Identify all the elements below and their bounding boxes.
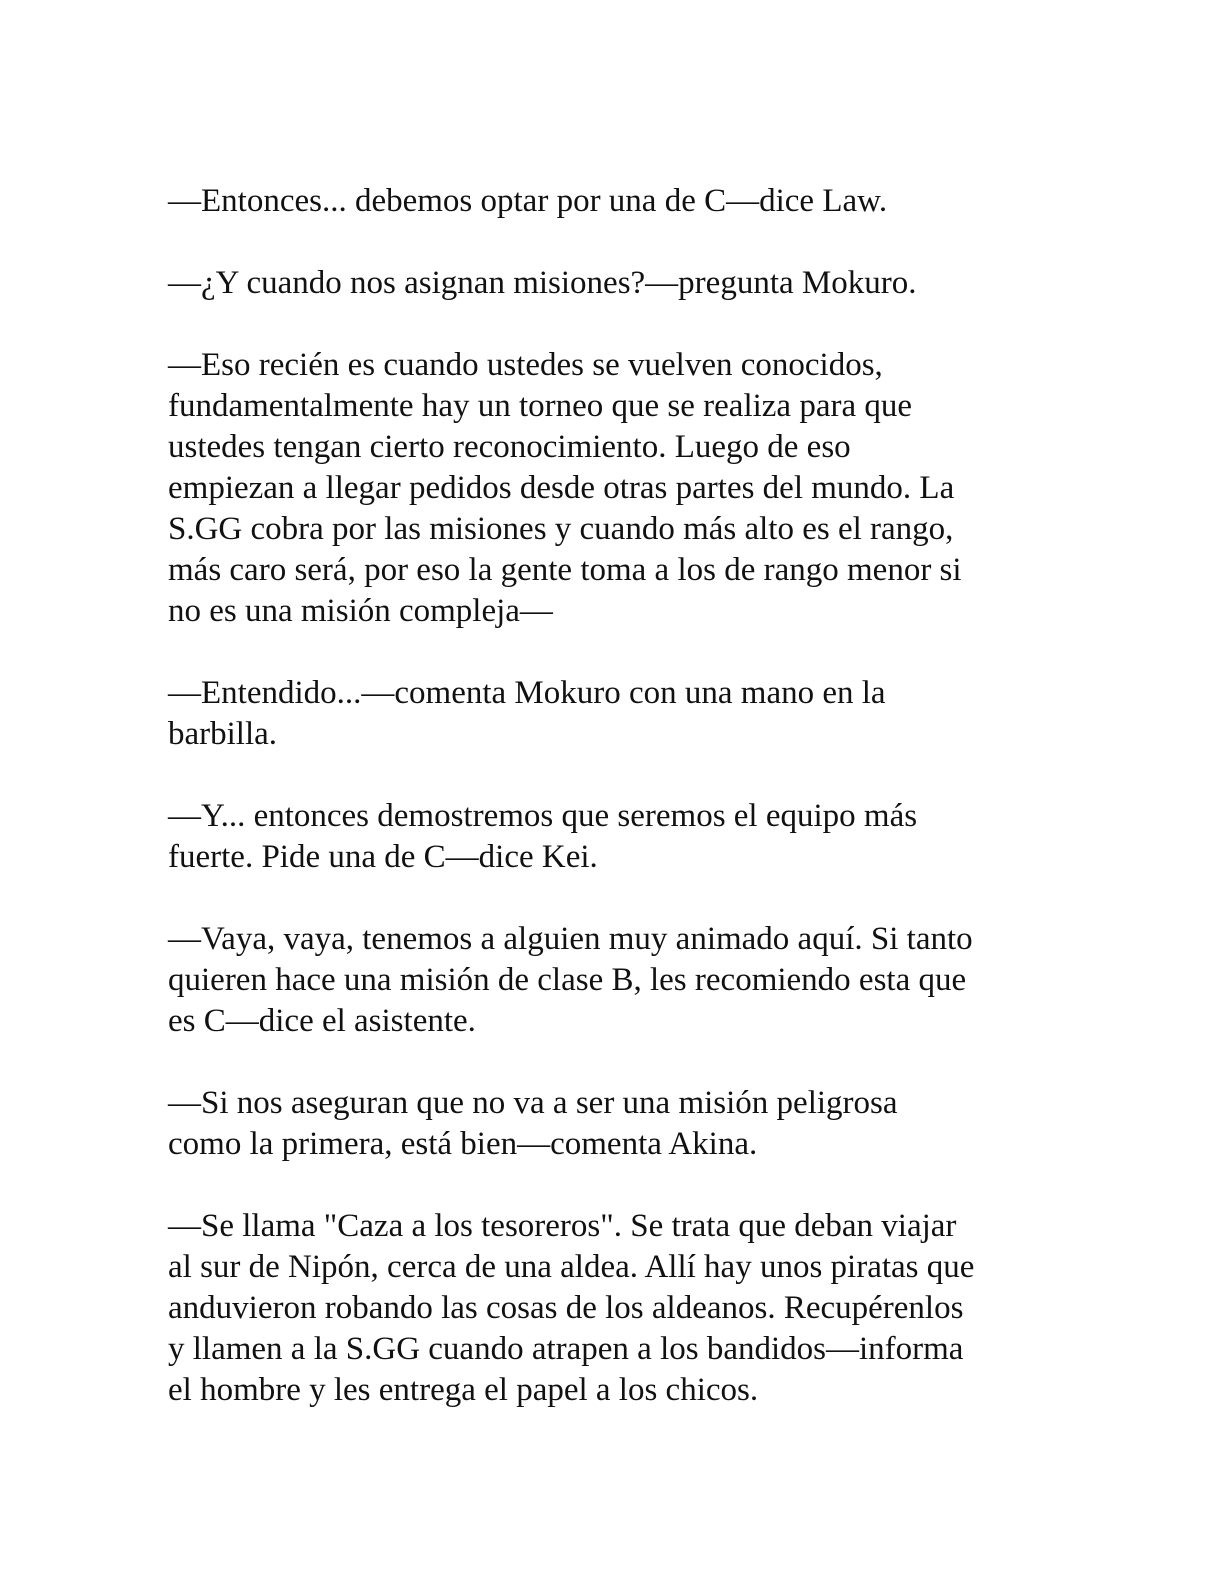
document-body xyxy=(168,181,1068,1452)
paragraph-6: —Vaya, vaya, tenemos a alguien muy animado aquí. Si tanto quieren hace una misión de clase B, les recomiendo esta que es C—dice el asistente. xyxy=(168,921,973,1039)
paragraph-4: —Entendido...—comenta Mokuro con una mano en la barbilla. xyxy=(168,675,886,752)
paragraph-3: —Eso recién es cuando ustedes se vuelven conocidos, fundamentalmente hay un torneo que se realiza para que ustedes tengan cierto reconocimiento. Luego de eso empiezan a llegar pedidos desde otras partes del mundo. La S.GG cobra por las misiones y cuando más alto es el rango, más caro será, por eso la gente toma a los de rango menor si no es una misión compleja— xyxy=(168,347,962,629)
paragraph-1: —Entonces... debemos optar por una de C—dice Law. xyxy=(168,183,888,219)
paragraph-2: —¿Y cuando nos asignan misiones?—pregunta Mokuro. xyxy=(168,265,917,301)
paragraph-7: —Si nos aseguran que no va a ser una misión peligrosa como la primera, está bien—comenta Akina. xyxy=(168,1085,898,1162)
paragraph-8: —Se llama "Caza a los tesoreros". Se trata que deban viajar al sur de Nipón, cerca de una aldea. Allí hay unos piratas que anduvieron robando las cosas de los aldeanos. Recupérenlos y llamen a la S.GG cuando atrapen a los bandidos—informa el hombre y les entrega el papel a los chicos. xyxy=(168,1208,975,1408)
paragraph-5: —Y... entonces demostremos que seremos el equipo más fuerte. Pide una de C—dice Kei. xyxy=(168,798,918,875)
